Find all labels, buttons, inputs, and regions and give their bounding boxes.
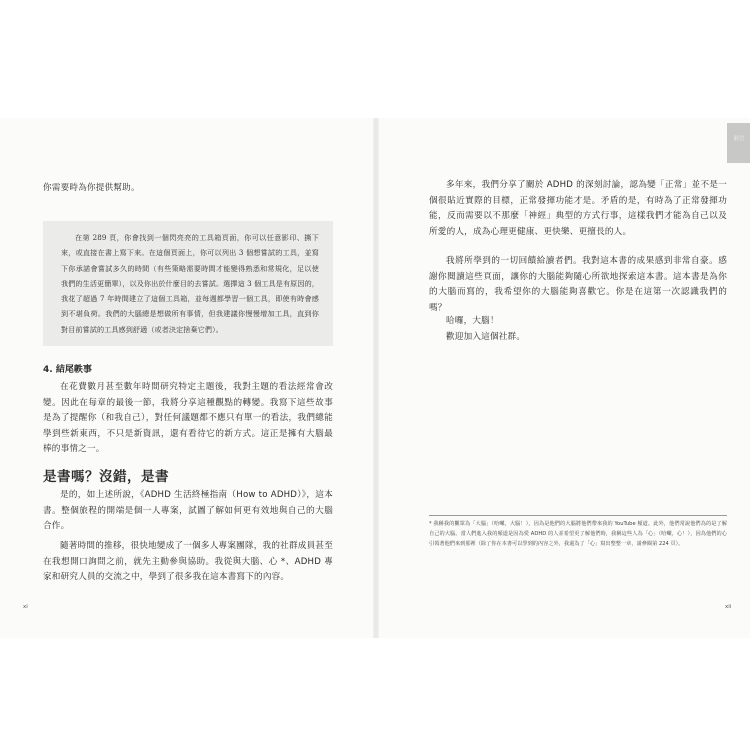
chapter-side-tab	[727, 123, 750, 163]
chapter-heading: 是書嗎？沒錯，是書	[43, 469, 169, 485]
page-number-left: xi	[23, 604, 28, 610]
right-paragraph-1: 多年來，我們分享了關於 ADHD 的深刻討論，認為變「正常」並不是一個很貼近實際的目標，正常發揮功能才是。矛盾的是，有時為了正常發揮功能，反而需要以不那麼「神經」典型的方式行事，這樣我們才能為自己以及所愛的人，成為心理更健康、更快樂、更擅長的人。	[429, 180, 727, 237]
greeting-line-2: 歡迎加入這個社群。	[446, 331, 526, 342]
side-tab-label: 前言	[733, 136, 745, 142]
page-number-right: xii	[725, 604, 732, 610]
chapter-paragraph-2: 隨著時間的推移，很快地變成了一個多人專案團隊，我的社群成員甚至在我想開口詢問之前，就先主動參與協助。我從與大腦、心 *、ADHD 專家和研究人員的交流之中，學到了很多我在這本書寫下的內容。	[43, 541, 333, 582]
right-paragraph-2: 我將所學到的一切回饋給讀者們。我對這本書的成果感到非常自豪。感謝你閱讀這些頁面，讓你的大腦能夠隨心所欲地探索這本書。這本書是為你的大腦而寫的，我希望你的大腦能夠喜歡它。你是在這第一次認識我們的嗎？	[429, 256, 727, 313]
greeting-block	[429, 314, 727, 345]
section-heading: 4. 結尾軼事	[43, 365, 92, 375]
lead-paragraph: 你需要時為你提供幫助。	[43, 183, 140, 193]
section-paragraph: 在花費數月甚至數年時間研究特定主題後，我對主題的看法經常會改變。因此在每章的最後一節，我將分享這種觀點的轉變。我寫下這些故事是為了提醒你（和我自己），對任何議題都不應只有單一的看法，我們總能學到些新東西，不只是新資訊，還有看待它的新方式。這正是擁有大腦最棒的事情之一。	[43, 382, 333, 454]
chapter-paragraph-1: 是的，如上述所說，《ADHD 生活終極指南（How to ADHD）》，這本書。整個旅程的開端是個一人專案，試圖了解如何更有效地與自己的大腦合作。	[43, 490, 333, 531]
footnote-divider	[429, 515, 727, 516]
footnote: * 我稱我的觀眾為「大腦」（哈囉，大腦！），因為是他們的大腦將他們帶來我的 YouTube 頻道。此外，他們常說他們為的是了解自己的大腦。當人們進入我的頻道是因為愛 ADHD 的人並希望更了解他們時，我稱這些人為「心」（哈囉，心！），因為他們的心引領著他們來到那裡（除了你在本書可以學到的內容之外，我還為了「心」寫出整整一章，請參閱第 224 頁）。	[429, 521, 727, 548]
toolbox-callout-box	[43, 221, 333, 346]
book-spread	[0, 118, 750, 638]
greeting-line-1: 哈囉，大腦！	[446, 316, 499, 326]
left-page	[0, 118, 373, 638]
toolbox-callout-text: 在第 289 頁，你會找到一個閃亮亮的工具箱頁面，你可以任意影印、撕下來，或直接在書上寫下來。在這個頁面上，你可以列出 3 個想嘗試的工具，並寫下你承諾會嘗試多久的時間（有些策略需要時間才能變得熟悉和常規化，足以使我們的生活更簡單），以及你出於什麼目的去嘗試。選擇這 3 個工具是有原因的，我花了超過 7 年時間建立了這個工具箱，並每週都學習一個工具，即使有時會感到不堪負荷。我們的大腦總是想做所有事情，但我建議你慢慢增加工具，直到你對目前嘗試的工具感到舒適（或者決定捨棄它們）。	[61, 233, 319, 334]
right-page	[379, 118, 750, 638]
